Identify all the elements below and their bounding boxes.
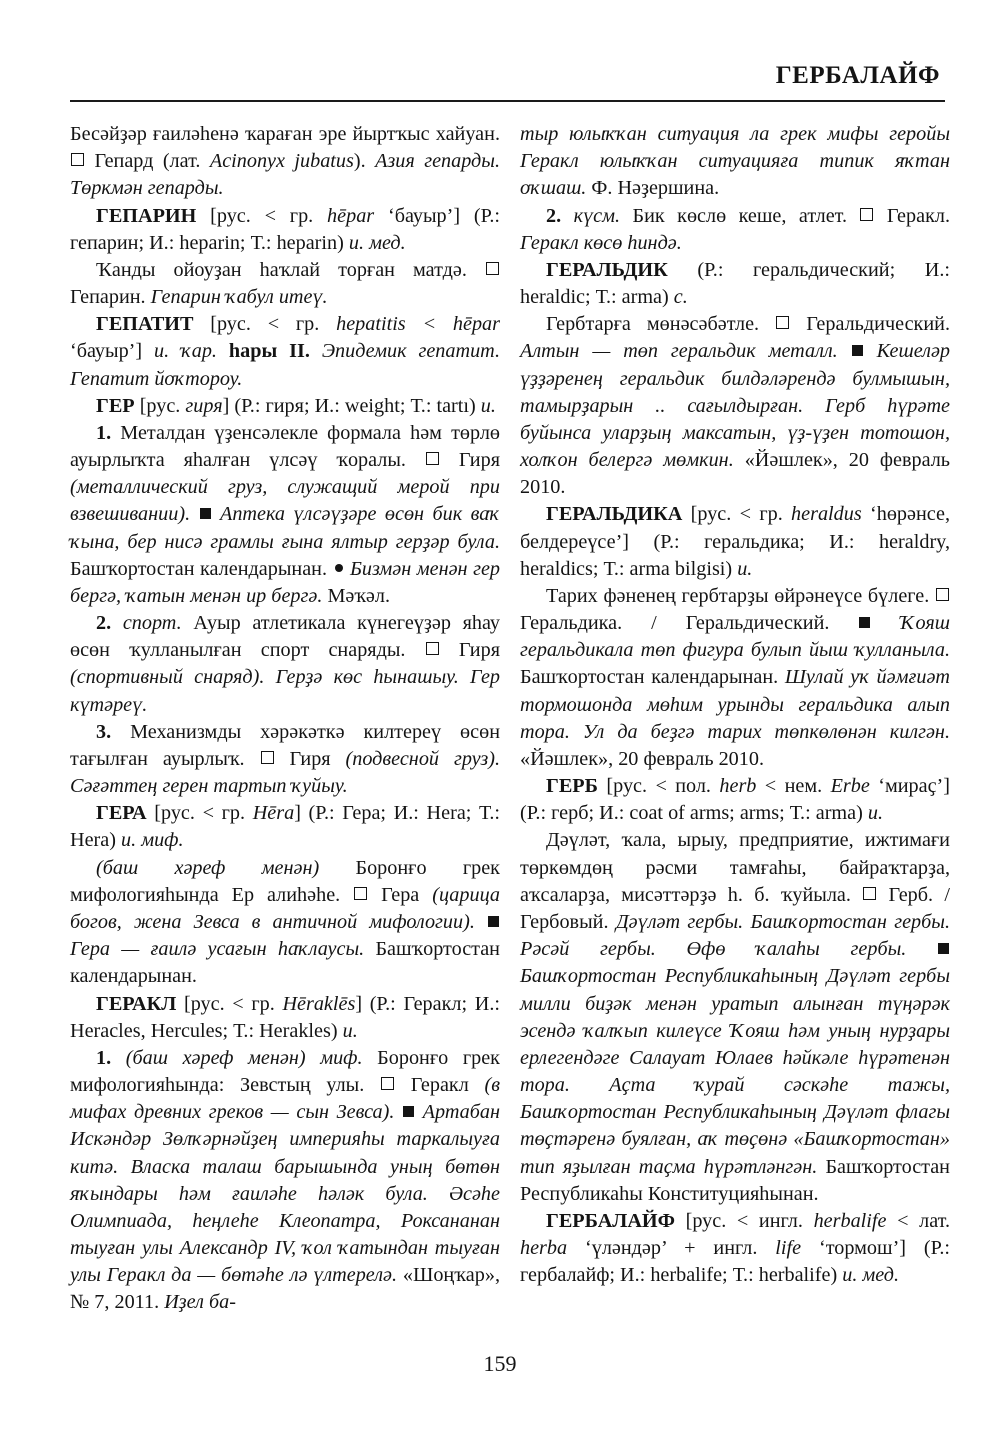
open-square-icon: [860, 208, 873, 221]
filled-square-icon: [200, 508, 211, 519]
open-square-icon: [381, 1077, 394, 1090]
entry-gerbalaif: ГЕРБАЛАЙФ [рус. < ингл. herbalife < лат. herba ‘үләндәр’ + ингл. life ‘тормош’] (Р.: гербалайф; И.: herbalife; Т.: herbalife) и. мед.: [520, 1209, 950, 1287]
right-column: [520, 121, 950, 1289]
headword: ГЕРА: [96, 802, 147, 825]
entry-definition: Тарих фәненең гербтарҙы өйрәнеүсе бүлеге. Геральдика. / Геральдический. Ҡояш геральдикала төп фигура булып йыш ҡулланыла. Башҡортостан календарынан. Шулай уҡ йәмғиәт тормошонда мөһим урынды геральдика алып тора. Ул да беҙгә тарих төпкөлөнән килгән. «Йәшлек», 20 февраль 2010.: [520, 584, 951, 770]
entry-continuation: тыр юлыҡҡан ситуация ла грек мифы геройы Геракл юлыҡҡан ситуацияға типик яҡтан оҡшаш. Ф. Нәҙершина.: [520, 123, 950, 200]
header-rule: [70, 100, 945, 102]
open-square-icon: [486, 262, 499, 275]
entry-gera: ГЕРА [рус. < гр. Hēra] (Р.: Гера; И.: Hera; Т.: Hera) и. миф.: [70, 802, 500, 852]
headword: ГЕР: [96, 394, 135, 417]
entry-continuation: Бесәйҙәр ғаиләһенә ҡараған эре йыртҡыс хайуан. Гепард (лат. Acinonyx jubatus). Азия гепарды. Төркмән гепарды.: [70, 123, 500, 200]
headword: ГЕРАКЛ: [96, 992, 177, 1015]
left-column: [70, 121, 500, 1317]
headword: ГЕРАЛЬДИКА: [546, 503, 683, 526]
open-square-icon: [936, 588, 949, 601]
entry-definition: (баш хәреф менән) Боронғо грек мифологияһында Ер алиһәһе. Гера (царица богов, жена Зевса в античной мифологии). Гера — ғаилә усағын һаҡлаусы. Башҡортостан календарынан.: [70, 856, 500, 988]
open-square-icon: [426, 452, 439, 465]
headword: ГЕРАЛЬДИК: [546, 258, 668, 281]
page-number: 159: [483, 1351, 517, 1376]
filled-square-icon: [852, 345, 863, 356]
headword: ГЕРБ: [546, 775, 598, 798]
open-square-icon: [863, 887, 876, 900]
entry-gerakl: ГЕРАКЛ [рус. < гр. Hēraklēs] (Р.: Геракл; И.: Heracles, Hercules; Т.: Herakles) и.: [70, 992, 500, 1042]
filled-square-icon: [403, 1106, 414, 1117]
open-square-icon: [354, 887, 367, 900]
running-head: ГЕРБАЛАЙФ: [775, 62, 940, 89]
open-square-icon: [776, 316, 789, 329]
entry-gerb: ГЕРБ [рус. < пол. herb < нем. Erbe ‘мираҫ’] (Р.: герб; И.: coat of arms; arms; Т.: arma) и.: [520, 775, 950, 825]
filled-square-icon: [488, 916, 499, 927]
entry-definition: Ҡанды ойоуҙан һаҡлай торған матдә. Гепарин. Гепарин ҡабул итеү.: [70, 257, 500, 311]
entry-gepatit: ГЕПАТИТ [рус. < гр. hepatitis < hēpar ‘бауыр’] и. ҡар. hары II. Эпидемик гепатит. Гепатит йоҡтороу.: [70, 313, 501, 390]
headword: ГЕПАРИН: [96, 204, 197, 227]
entry-definition: Дәүләт, ҡала, ырыу, предприятие, ижтимағи төркөмдөң рәсми тамғаһы, байраҡтарҙа, аҡсаларҙа, мисәттәрҙә һ. б. ҡуйыла. Герб. / Гербовый. Дәүләт гербы. Башҡортостан гербы. Рәсәй гербы. Өфө ҡалаһы гербы. Башҡортостан Республикаһының Дәүләт гербы милли биҙәк менән уратып алынған түңәрәк эсендә ҡалҡып килеүсе Ҡояш һәм уның нурҙары ерлегендәге Салауат Юлаев һәйкәле һүрәтенән тора. Аҫта ҡурай сәскәһе тажы, Башҡортостан Республикаһының Дәүләт флагы төҫтәренә буялған, аҡ төҫөнә «Башҡортостан» тип яҙылған таҫма һүрәтләнгән. Башҡортостан Республикаһы Конституцияһынан.: [520, 829, 951, 1205]
bullet-icon: [335, 564, 343, 572]
entry-definition: Гербтарға мөнәсәбәтле. Геральдический. Алтын — төп геральдик металл. Кешеләр үҙҙәренең геральдик билдәләрендә булмышын, тамырҙарын .. сағылдырған. Герб һүрәте буйынса уларҙың максатын, үҙ-үҙен тотошон, холҡон белергә мөмкин. «Йәшлек», 20 февраль 2010.: [520, 313, 951, 499]
sense-1: 1. (баш хәреф менән) миф. Боронғо грек мифологияһында: Зевстың улы. Геракл (в мифах древних греков — сын Зевса). Артабан Искәндәр Зөлҡәрнәйҙең империяһы таркалыуға китә. Власка талаш барышында уның бөтөн яҡындары һәм ғаиләһе һәләк була. Әсәһе Олимпиада, һеңлеһе Клеопатра, Роксананан тыуған улы Александр IV, ҡол ҡатындан тыуған улы Геракл да — бөтәһе лә үлтерелә. «Шоңҡар», № 7, 2011. Иҙел ба-: [70, 1046, 501, 1314]
open-square-icon: [426, 642, 439, 655]
headword: ГЕРБАЛАЙФ: [546, 1209, 675, 1232]
entry-ger: ГЕР [рус. гиря] (Р.: гиря; И.: weight; Т.: tartı) и.: [96, 394, 496, 417]
sense-3: 3. Механизмды хәрәкәткә килтереү өсөн тағылған ауырлыҡ. Гиря (подвесной груз). Сәғәттең герен тартып ҡуйыу.: [70, 720, 500, 798]
entry-geraldik: ГЕРАЛЬДИК (Р.: геральдический; И.: heraldic; Т.: arma) с.: [520, 258, 950, 309]
entry-geparin: ГЕПАРИН [рус. < гр. hēpar ‘бауыр’] (Р.: гепарин; И.: heparin; Т.: heparin) и. мед.: [70, 204, 500, 254]
headword: ГЕПАТИТ: [96, 313, 194, 336]
entry-geraldika: ГЕРАЛЬДИКА [рус. < гр. heraldus ‘һөрәнсе, белдереүсе’] (Р.: геральдика; И.: heraldry, heraldics; Т.: arma bilgisi) и.: [520, 503, 950, 580]
sense-1: 1. Металдан үҙенсәлекле формала һәм төрлө ауырлыҡта яһалған үлсәү ҡоралы. Гиря (металлический груз, служащий мерой при взвешивании). Аптека үлсәүҙәре өсөн бик ваҡ ҡына, бер нисә грамлы ғына ялтыр герҙәр була. Башҡортостан календарынан. Бизмән менән гер бергә, ҡатын менән ир бергә. Мәҡәл.: [70, 421, 501, 607]
sense-2: 2. спорт. Ауыр атлетикала күнегеүҙәр яһау өсөн ҡулланылған спорт снаряды. Гиря (спортивный снаряд). Герҙә көс һынашыу. Гер күтәреү.: [70, 612, 500, 716]
filled-square-icon: [938, 943, 949, 954]
open-square-icon: [71, 153, 84, 166]
filled-square-icon: [859, 617, 870, 628]
open-square-icon: [261, 751, 274, 764]
sense-2: 2. күсм. Бик көслө кеше, атлет. Геракл. Геракл көсө һиндә.: [520, 204, 950, 254]
